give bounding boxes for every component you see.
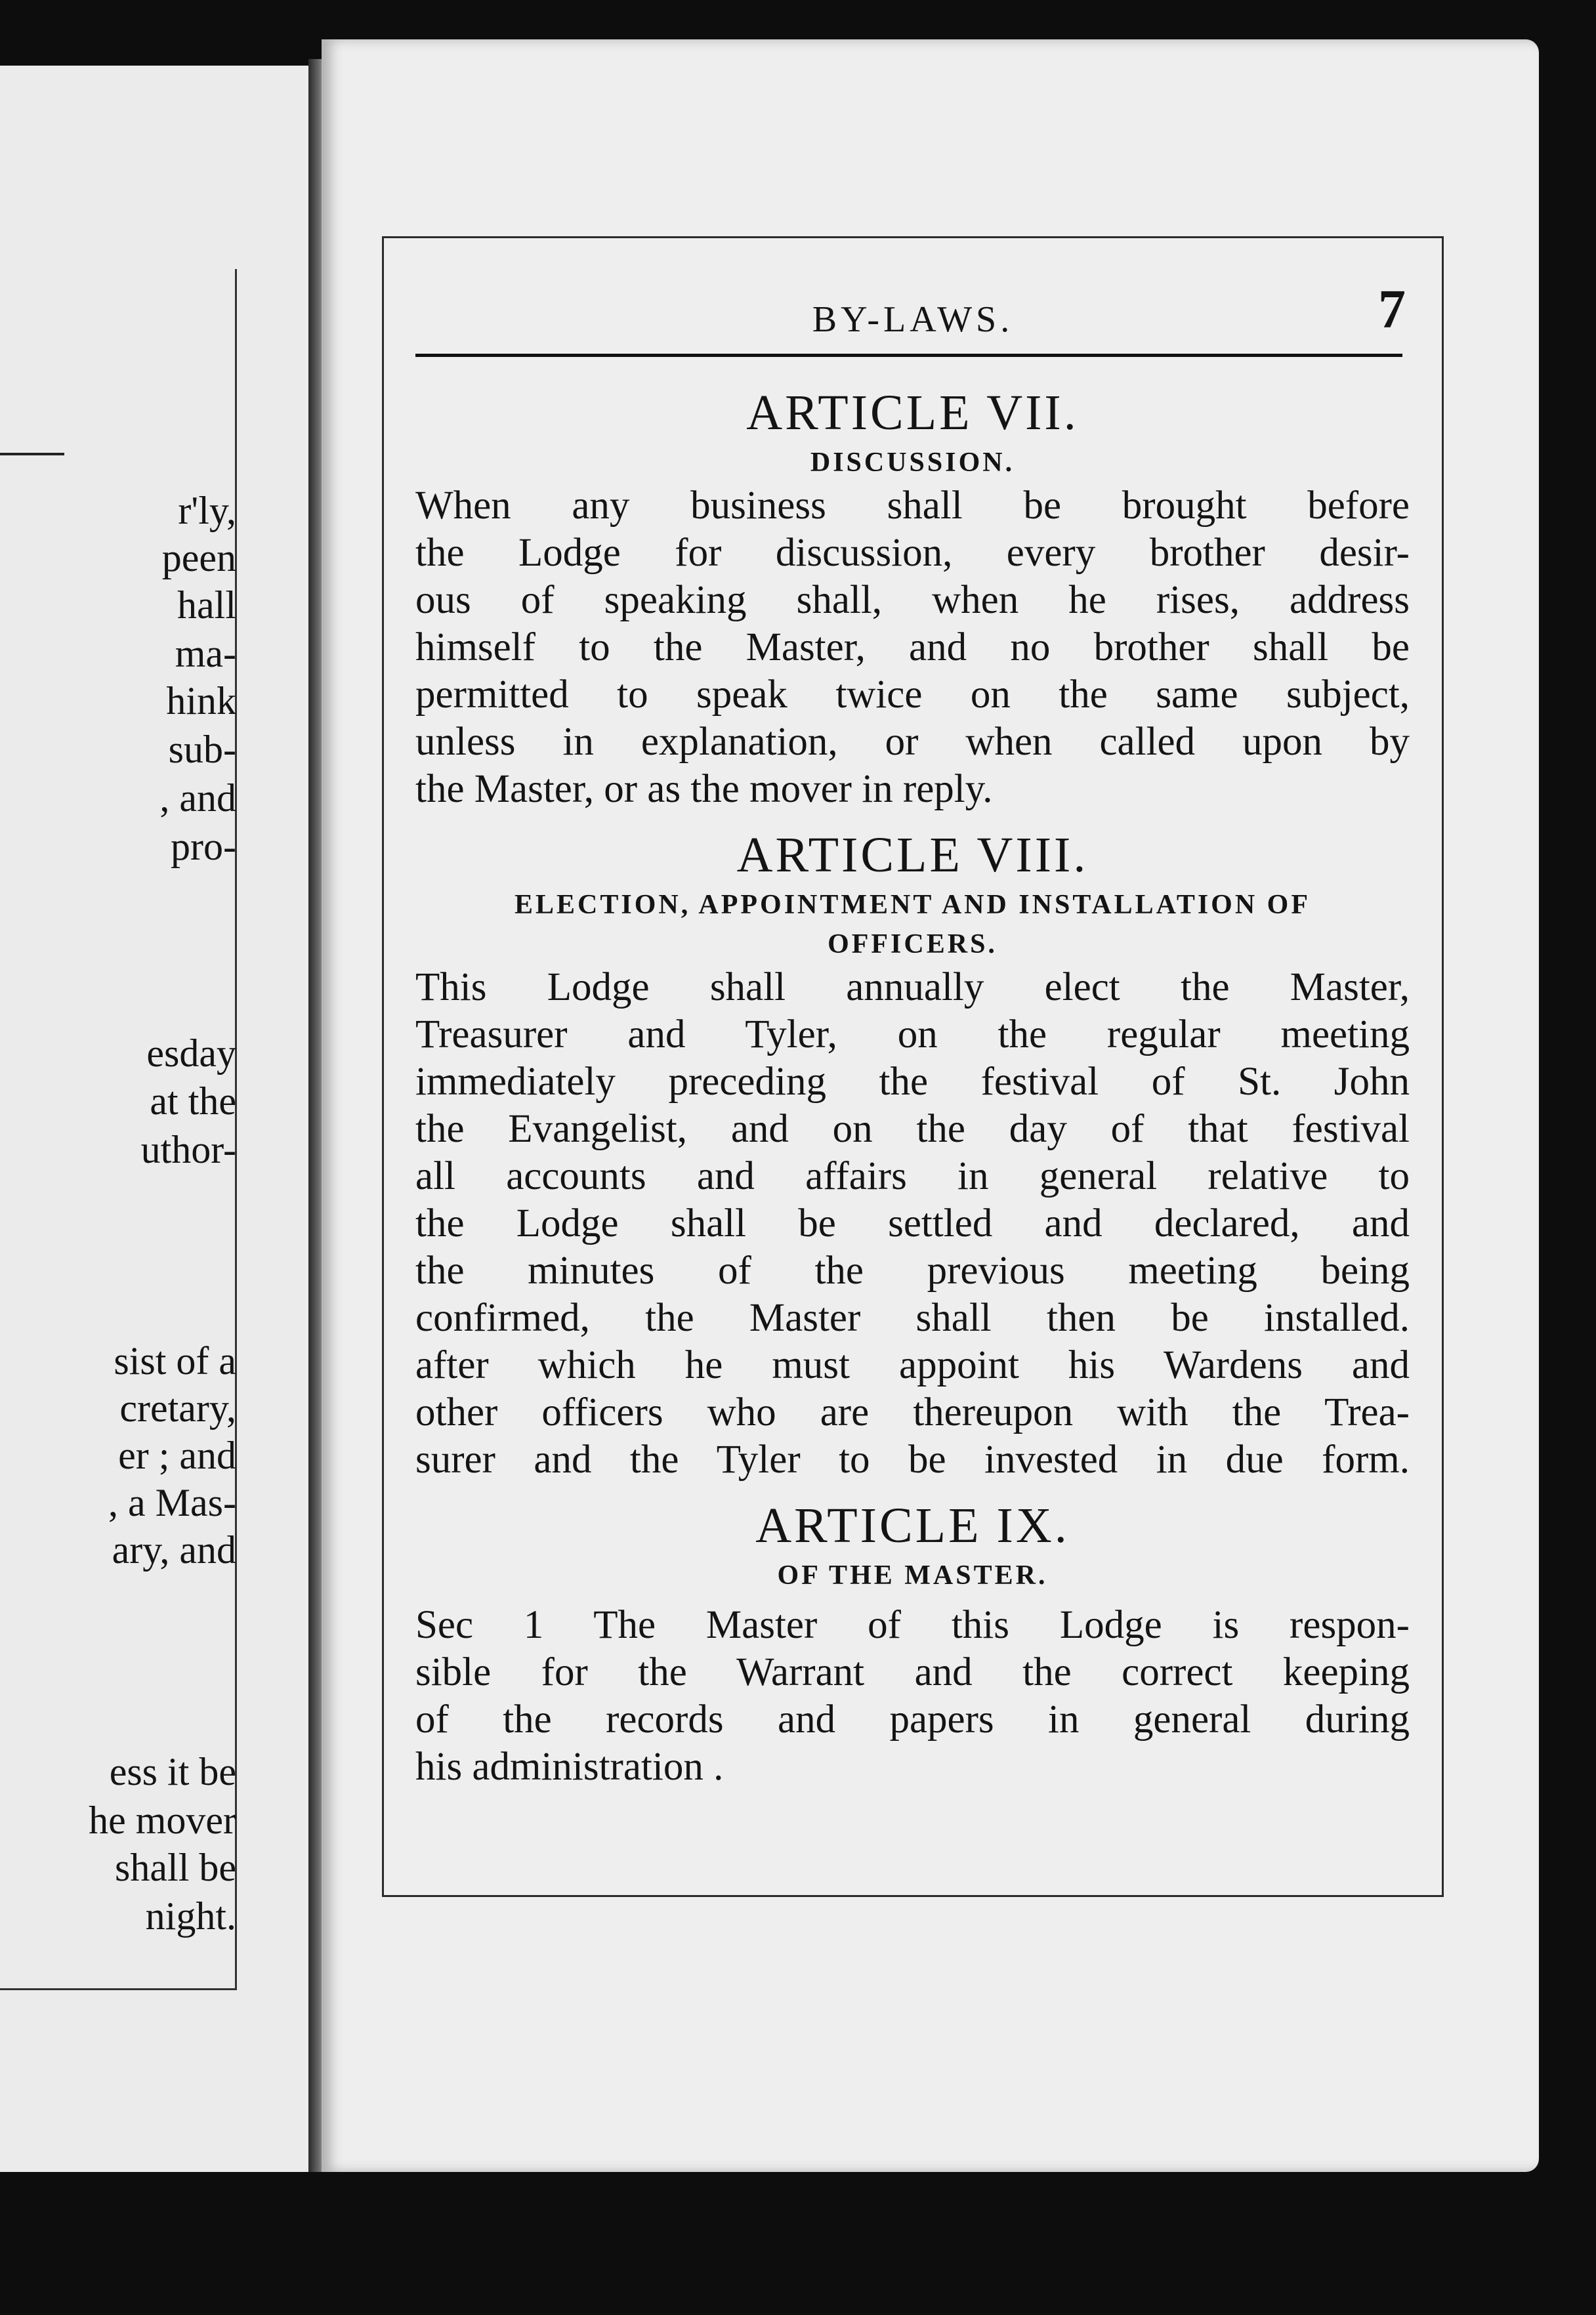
running-head-title: BY-LAWS. xyxy=(812,299,1014,340)
text-line: the minutes of the previous meeting being xyxy=(415,1249,1410,1293)
header-rule xyxy=(415,354,1402,357)
previous-page-fragment: he mover xyxy=(89,1799,236,1842)
previous-page-fragment: hink xyxy=(166,679,236,722)
text-line: permitted to speak twice on the same subject, xyxy=(415,673,1410,717)
article-subheading: DISCUSSION. xyxy=(810,448,1015,478)
previous-page-fragment: cretary, xyxy=(119,1387,236,1430)
page-text xyxy=(415,383,1410,1791)
text-line: Sec 1 The Master of this Lodge is respon- xyxy=(415,1603,1410,1647)
text-line: the Lodge shall be settled and declared, and xyxy=(415,1201,1410,1245)
previous-page-fragment: pro- xyxy=(171,825,236,868)
text-line: of the records and papers in general during xyxy=(415,1698,1410,1741)
previous-page-fragment: , a Mas- xyxy=(108,1481,236,1524)
text-line: sible for the Warrant and the correct keeping xyxy=(415,1650,1410,1694)
text-line: unless in explanation, or when called upon by xyxy=(415,720,1410,764)
previous-page-fragment: sist of a xyxy=(114,1339,236,1383)
previous-page-fragment: , and xyxy=(159,776,236,820)
text-line: all accounts and affairs in general relative to xyxy=(415,1154,1410,1198)
previous-page-fragment: night. xyxy=(145,1894,236,1938)
article-subheading: OF THE MASTER. xyxy=(777,1560,1048,1591)
text-line: the Evangelist, and on the day of that festival xyxy=(415,1107,1410,1151)
article-subheading: ELECTION, APPOINTMENT AND INSTALLATION OF xyxy=(514,890,1311,920)
text-line: When any business shall be brought before xyxy=(415,484,1410,528)
text-line: confirmed, the Master shall then be installed. xyxy=(415,1296,1410,1340)
previous-page xyxy=(0,66,312,2172)
article-heading: ARTICLE VII. xyxy=(746,385,1079,440)
previous-page-fragment: esday xyxy=(146,1032,236,1075)
article-heading: ARTICLE VIII. xyxy=(736,827,1089,883)
previous-page-fragment: sub- xyxy=(168,728,236,771)
previous-page-fragment: ma- xyxy=(175,632,236,675)
text-line: immediately preceding the festival of St. John xyxy=(415,1060,1410,1104)
text-line: himself to the Master, and no brother shall be xyxy=(415,625,1410,669)
page-number: 7 xyxy=(1378,279,1406,340)
article-subheading: OFFICERS. xyxy=(828,929,998,959)
previous-page-fragment: hall xyxy=(177,583,236,627)
text-line: Treasurer and Tyler, on the regular meeting xyxy=(415,1012,1410,1056)
page-frame xyxy=(382,236,1444,1897)
previous-page-fragment: at the xyxy=(150,1079,236,1123)
text-line: ous of speaking shall, when he rises, address xyxy=(415,578,1410,622)
text-line: surer and the Tyler to be invested in due form. xyxy=(415,1438,1410,1482)
article-heading: ARTICLE IX. xyxy=(755,1498,1070,1553)
text-line: his administration . xyxy=(415,1745,724,1789)
previous-page-fragment: peen xyxy=(161,536,236,579)
previous-page-fragment: ary, and xyxy=(112,1528,236,1572)
previous-page-fragment: shall be xyxy=(115,1846,236,1889)
text-line: This Lodge shall annually elect the Master, xyxy=(415,965,1410,1009)
text-line: the Lodge for discussion, every brother desir- xyxy=(415,531,1410,575)
previous-page-fragment: r'ly, xyxy=(178,489,236,532)
text-line: after which he must appoint his Wardens and xyxy=(415,1343,1410,1387)
previous-page-fragment: uthor- xyxy=(140,1128,236,1171)
text-line: other officers who are thereupon with the Trea- xyxy=(415,1390,1410,1434)
previous-page-fragment: er ; and xyxy=(118,1434,236,1477)
text-line: the Master, or as the mover in reply. xyxy=(415,767,993,811)
previous-page-rule xyxy=(0,453,64,455)
previous-page-fragment: ess it be xyxy=(109,1750,236,1793)
